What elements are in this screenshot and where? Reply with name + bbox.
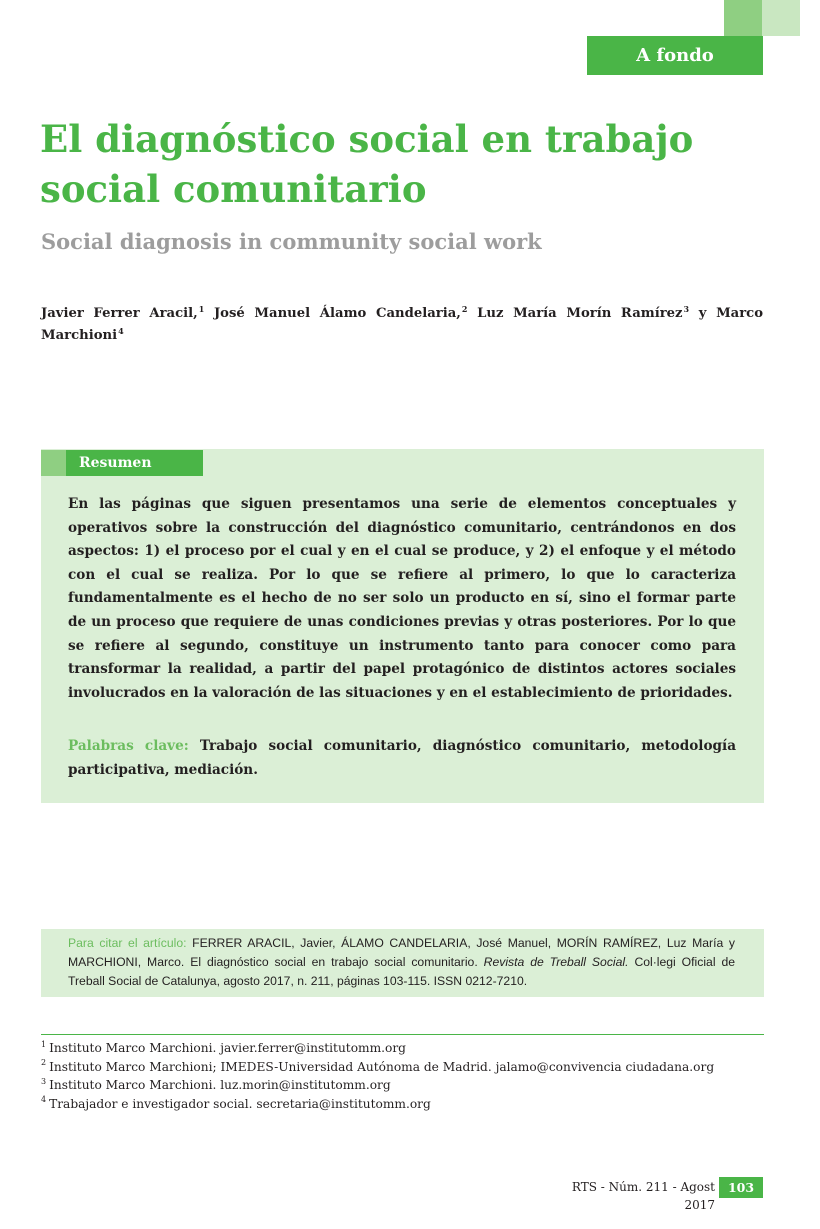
journal-issue: RTS - Núm. 211 - Agost 2017 [571,1180,715,1212]
keywords-label: Palabras clave: [68,738,189,754]
footnote [41,1095,763,1114]
footnote-ref: 3 [683,303,690,314]
citation-journal: Revista de Treball Social. [483,955,629,969]
section-label: A fondo [587,36,763,75]
footnote-ref: 1 [198,303,205,314]
keywords-text: Trabajo social comunitario, diagnóstico comunitario, metodología participativa, mediación. [68,738,737,778]
footnote [41,1058,763,1077]
footnote-ref: 4 [118,325,124,336]
corner-decoration-pale [762,0,800,36]
article-title: El diagnóstico social en trabajo social comunitario [40,117,694,211]
corner-decoration-light [724,0,762,36]
citation-details: Col·legi Oficial de Treball Social de Catalunya, agosto 2017, n. 211, páginas 103-115. ISSN 0212-7210. [68,955,736,988]
footnote-text: Instituto Marco Marchioni. luz.morin@institutomm.org [49,1078,391,1092]
author-name: Luz María Morín Ramírez [477,306,683,321]
footnote-number: 2 [41,1058,47,1068]
footnote-divider [41,1034,764,1035]
abstract-text: En las páginas que siguen presentamos una serie de elementos conceptuales y operativos sobre la construcción del diagnóstico comunitario, centrándonos en dos aspectos: 1) el proceso por el cual y en el cual se produce, y 2) el enfoque y el método con el cual se realiza. Por lo que se refiere al primero, lo que lo caracteriza fundamentalmente es el hecho de no ser solo un producto en sí, sino el formar parte de un proceso que requiere de unas condiciones previas y otras posteriores. Por lo que se refiere al segundo, constituye un instrumento tanto para conocer como para transformar la realidad, a partir del papel protagónico de distintos actores sociales involucrados en la valoración de las situaciones y en el establecimiento de prioridades. [68,496,736,701]
footnote-number: 1 [41,1039,47,1049]
author-list [41,303,763,347]
footnote-text: Instituto Marco Marchioni; IMEDES-Universidad Autónoma de Madrid. jalamo@convivencia ciudadana.org [49,1059,715,1074]
author-name: José Manuel Álamo Candelaria, [213,306,461,321]
page-number: 103 [719,1177,763,1198]
abstract-heading: Resumen [66,450,203,476]
footnote-number: 4 [41,1095,47,1105]
footnote-ref: 2 [461,303,468,314]
citation-text [68,934,735,991]
author-conjunction: y [698,306,707,321]
citation-label: Para citar el artículo: [68,936,187,950]
footnotes [41,1039,763,1113]
keywords [68,735,736,782]
footnote [41,1076,763,1095]
footnote [41,1039,763,1058]
footnote-text: Instituto Marco Marchioni. javier.ferrer@institutomm.org [49,1041,406,1055]
footnote-number: 3 [41,1076,47,1086]
author-name: Marco Marchioni [41,306,763,343]
abstract-tab-decoration [41,450,66,476]
footnote-text: Trabajador e investigador social. secretaria@institutomm.org [49,1096,431,1111]
citation-reference: FERRER ARACIL, Javier, ÁLAMO CANDELARIA, José Manuel, MORÍN RAMÍREZ, Luz María y MARCHIONI, Marco. El diagnóstico social en trabajo social comunitario. [68,936,735,969]
article-subtitle: Social diagnosis in community social work [41,229,542,254]
author-name: Javier Ferrer Aracil, [41,306,198,321]
